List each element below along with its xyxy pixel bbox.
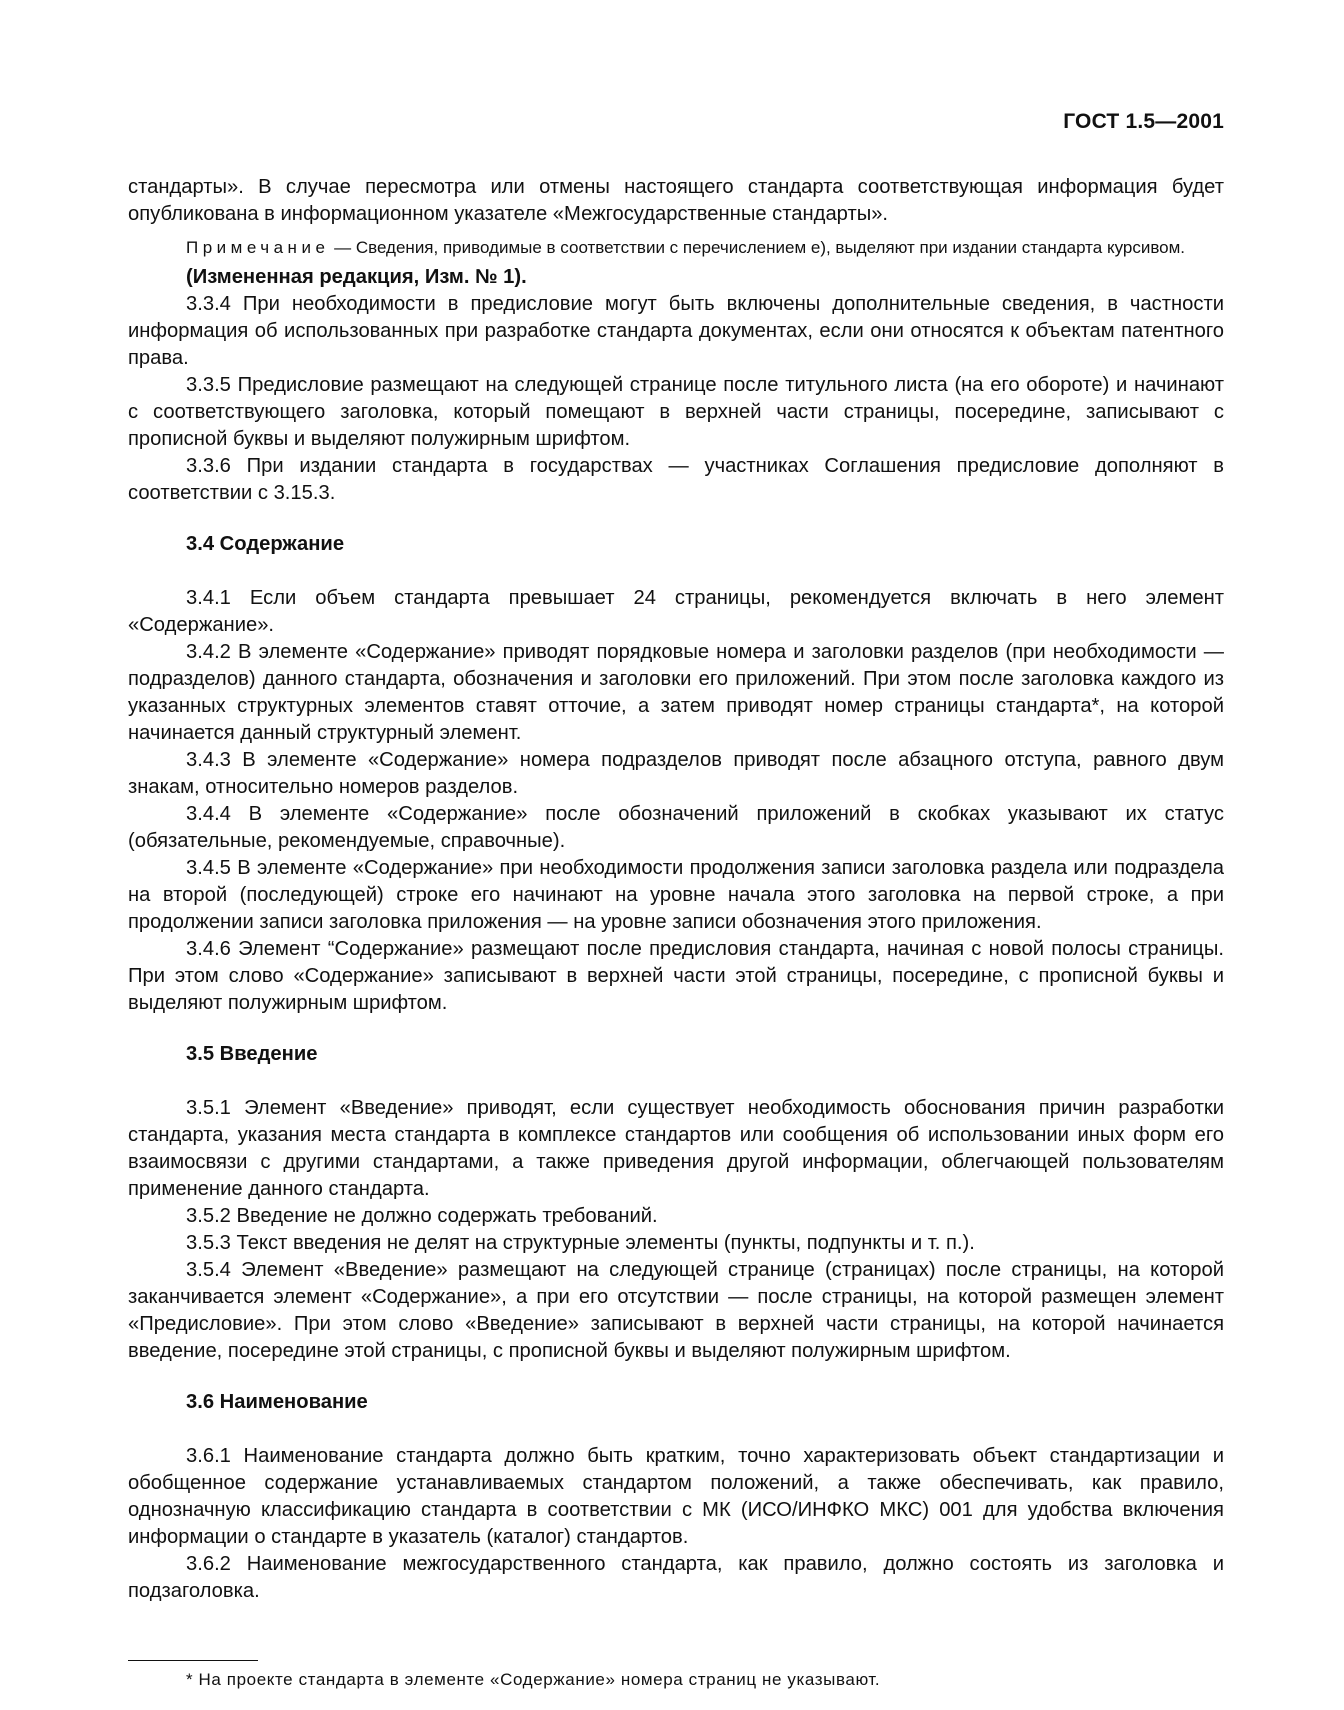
paragraph-3-5-1: 3.5.1 Элемент «Введение» приводят, если существует необходимость обоснования причин разработки стандарта, указания места стандарта в комплексе стандартов или сообщения об использовании иных форм его взаимосвязи с другими стандартами, а также приведения другой информации, облегчающей пользователям применение данного стандарта. xyxy=(128,1097,1224,1200)
footnote: * На проекте стандарта в элементе «Содержание» номера страниц не указывают. xyxy=(186,1670,881,1689)
paragraph-3-5-3: 3.5.3 Текст введения не делят на структурные элементы (пункты, подпункты и т. п.). xyxy=(186,1232,975,1254)
section-heading-3-6: 3.6 Наименование xyxy=(186,1391,368,1413)
note-lead: Примечание xyxy=(186,238,330,257)
section-heading-3-4: 3.4 Содержание xyxy=(186,533,345,555)
document-code: ГОСТ 1.5—2001 xyxy=(1063,110,1224,133)
paragraph-3-4-6: 3.4.6 Элемент “Содержание» размещают после предисловия стандарта, начиная с новой полосы страницы. При этом слово «Содержание» записывают в верхней части этой страницы, посередине, с прописной буквы и выделяют полужирным шрифтом. xyxy=(128,938,1224,1014)
paragraph-3-4-3: 3.4.3 В элементе «Содержание» номера подразделов приводят после абзацного отступа, равного двум знакам, относительно номеров разделов. xyxy=(128,749,1224,798)
amendment-note: (Измененная редакция, Изм. № 1). xyxy=(186,266,527,288)
paragraph-3-3-4: 3.3.4 При необходимости в предисловие могут быть включены дополнительные сведения, в частности информация об использованных при разработке стандарта документах, если они относятся к объектам патентного права. xyxy=(128,293,1224,369)
paragraph-3-4-2: 3.4.2 В элементе «Содержание» приводят порядковые номера и заголовки разделов (при необходимости — подразделов) данного стандарта, обозначения и заголовки его приложений. При этом после заголовка каждого из указанных структурных элементов ставят отточие, а затем приводят номер страницы стандарта*, на которой начинается данный структурный элемент. xyxy=(128,641,1224,744)
paragraph-3-5-4: 3.5.4 Элемент «Введение» размещают на следующей странице (страницах) после страницы, на которой заканчивается элемент «Содержание», а при его отсутствии — после страницы, на которой размещен элемент «Предисловие». При этом слово «Введение» записывают в верхней части страницы, на которой начинается введение, посередине этой страницы, с прописной буквы и выделяют полужирным шрифтом. xyxy=(128,1259,1224,1362)
paragraph-3-4-4: 3.4.4 В элементе «Содержание» после обозначений приложений в скобках указывают их статус (обязательные, рекомендуемые, справочные). xyxy=(128,803,1224,852)
paragraph-3-6-1: 3.6.1 Наименование стандарта должно быть кратким, точно характеризовать объект стандартизации и обобщенное содержание устанавливаемых стандартом положений, а также обеспечивать, как правило, однозначную классификацию стандарта в соответствии с МК (ИСО/ИНФКО МКС) 001 для удобства включения информации о стандарте в указатель (каталог) стандартов. xyxy=(128,1445,1224,1548)
note-text: — Сведения, приводимые в соответствии с перечислением е), выделяют при издании стандарта курсивом. xyxy=(329,238,1186,257)
document-body xyxy=(128,174,1224,1605)
paragraph-3-5-2: 3.5.2 Введение не должно содержать требований. xyxy=(186,1205,658,1227)
paragraph-continuation: стандарты». В случае пересмотра или отмены настоящего стандарта соответствующая информация будет опубликована в информационном указателе «Межгосударственные стандарты». xyxy=(128,176,1224,225)
paragraph-3-3-6: 3.3.6 При издании стандарта в государствах — участниках Соглашения предисловие дополняют в соответствии с 3.15.3. xyxy=(128,455,1224,504)
paragraph-3-4-1: 3.4.1 Если объем стандарта превышает 24 страницы, рекомендуется включать в него элемент «Содержание». xyxy=(128,587,1224,636)
paragraph-3-3-5: 3.3.5 Предисловие размещают на следующей странице после титульного листа (на его обороте) и начинают с соответствующего заголовка, который помещают в верхней части страницы, посередине, записывают с прописной буквы и выделяют полужирным шрифтом. xyxy=(128,374,1224,450)
footnote-divider xyxy=(128,1660,258,1661)
section-heading-3-5: 3.5 Введение xyxy=(186,1043,318,1065)
paragraph-3-4-5: 3.4.5 В элементе «Содержание» при необходимости продолжения записи заголовка раздела или подраздела на второй (последующей) строке его начинают на уровне начала этого заголовка на первой строке, а при продолжении записи заголовка приложения — на уровне записи обозначения этого приложения. xyxy=(128,857,1224,933)
note xyxy=(128,236,1224,260)
paragraph-3-6-2: 3.6.2 Наименование межгосударственного стандарта, как правило, должно состоять из заголовка и подзаголовка. xyxy=(128,1553,1224,1602)
